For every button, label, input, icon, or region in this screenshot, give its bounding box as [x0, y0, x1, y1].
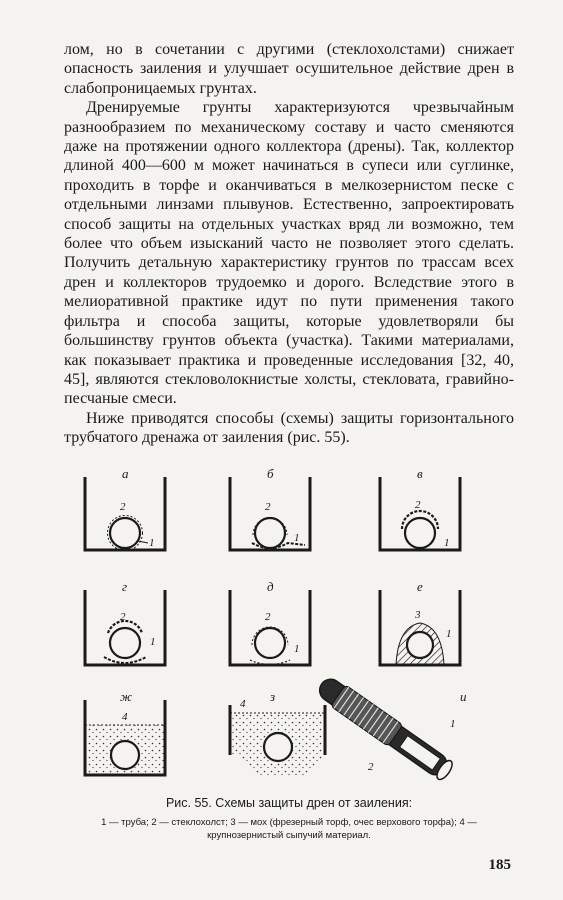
- label-4-zh: 4: [122, 711, 128, 723]
- label-1-g: 1: [150, 636, 156, 648]
- panel-e: [380, 579, 460, 665]
- panel-label-b: б: [267, 466, 274, 481]
- figure-caption-title: Рис. 55. Схемы защиты дрен от заиления:: [165, 796, 413, 810]
- panel-a: [85, 466, 165, 551]
- label-2-g: 2: [120, 611, 126, 623]
- figure-55: [60, 455, 510, 790]
- panel-b: [230, 466, 310, 550]
- label-2-v: 2: [415, 499, 421, 511]
- panel-z: [230, 689, 325, 777]
- panel-g: [85, 579, 165, 665]
- body-text: [64, 40, 514, 448]
- page-number: 185: [488, 857, 511, 873]
- figure-caption-legend: 1 — труба; 2 — стеклохолст; 3 — мох (фрезерный торф, очес верхового торфа); 4 — крупнозернистый сыпучий материал.: [101, 817, 477, 841]
- label-2-a: 2: [120, 501, 126, 513]
- panel-label-v: в: [417, 466, 423, 481]
- paragraph-continuation: лом, но в сочетании с другими (стеклохолстами) снижает опасность заиления и улучшает осушительное действие дрен в слабопроницаемых грунтах.: [64, 41, 514, 97]
- label-1-b: 1: [294, 532, 300, 544]
- panel-label-a: а: [122, 466, 129, 481]
- paragraph-soils: Дренируемые грунты характеризуются чрезвычайным разнообразием по механическому составу и часто сменяются даже на протяжении одного коллектора (дрены). Так, коллектор длиной 400—600 м может начинаться в супеси или суглинке, проходить в торфе и оканчиваться в мелкозернистом песке с отдельными линзами плывунов. Естественно, запроектировать способ защиты на отдельных участках вряд ли возможно, тем более что объем изысканий часто не позволяет этого сделать. Получить детальную характеристику грунтов по трассам всех дрен и коллекторов трудоемко и дорого. Вследствие этого в мелиоративной практике идут по пути применения такого фильтра и способа защиты, которые удовлетворяли бы большинству грунтов объекта (участка). Такими материалами, как показывает практика и проведенные исследования [32, 40, 45], являются стекловолокнистые холсты, стекловата, гравийно-песчаные смеси.: [64, 99, 514, 408]
- label-1-e: 1: [446, 628, 452, 640]
- label-1-d: 1: [294, 643, 300, 655]
- panel-label-i: и: [460, 689, 467, 704]
- figure-55-drawing: [60, 455, 510, 790]
- label-1-i: 1: [450, 718, 456, 730]
- paragraph-schemes-intro: Ниже приводятся способы (схемы) защиты горизонтального трубчатого дренажа от заиления (рис. 55).: [64, 409, 514, 447]
- label-2-i: 2: [368, 761, 374, 773]
- panel-d: [230, 579, 310, 665]
- panel-label-zh: ж: [120, 689, 133, 704]
- label-2-d: 2: [265, 611, 271, 623]
- panel-v: [380, 466, 460, 550]
- panel-label-d: д: [267, 579, 274, 594]
- label-3-e: 3: [415, 609, 421, 621]
- panel-label-e: е: [417, 579, 423, 594]
- label-4-z: 4: [240, 698, 246, 710]
- panel-label-g: г: [122, 579, 128, 594]
- panel-i: [314, 673, 467, 783]
- label-1-a: 1: [149, 537, 155, 549]
- panel-label-z: з: [270, 689, 276, 704]
- label-2-b: 2: [265, 501, 271, 513]
- panel-zh: [85, 689, 165, 775]
- label-1-v: 1: [444, 537, 450, 549]
